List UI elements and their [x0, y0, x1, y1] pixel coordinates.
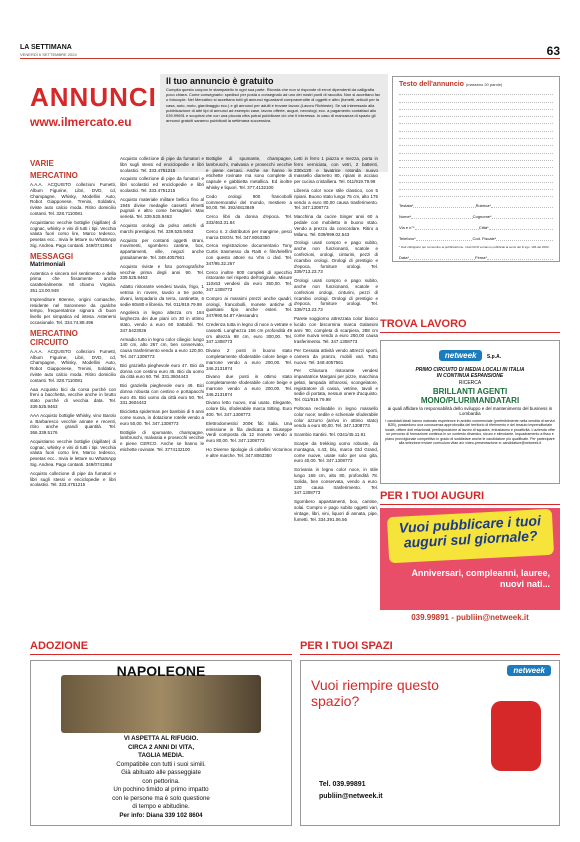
adoption-line: con pettorina.	[142, 777, 180, 785]
adozione-title: ADOZIONE	[30, 640, 292, 655]
spazi-ad	[300, 660, 560, 826]
classified-ad: Angoliera in legno altezza cm 184 larghezza dei due piani cm 30 in ottimo stato, vendo a euro 60 trattabili. Tel. 347.5423026	[120, 310, 204, 333]
spazi-mail[interactable]: publiin@netweek.it	[319, 793, 383, 800]
field-data[interactable]	[409, 255, 475, 260]
page-number: 63	[546, 44, 560, 58]
field-nome[interactable]	[411, 214, 472, 219]
field-rubrica[interactable]	[491, 203, 553, 208]
field-label: Nome*	[399, 214, 412, 220]
job-line1: PRIMO CIRCUITO DI MEDIA LOCALI IN ITALIA	[415, 367, 525, 373]
field-cognome[interactable]	[492, 214, 553, 219]
classified-ad: Elettrodomestici 200€ fdc italia. Una emissione in fila dedicata a Giuseppe Verdi composta da 12 monete vendo a euro 80,00. Tel. 347.1308773	[206, 420, 292, 444]
classified-ad: Armadio tutto in legno color ciliegio: lungo 140 cm, alto 267 cm, ben conservato, causa trasferimento vendo a euro 120,00. Tel. 347.1308773	[120, 336, 204, 359]
field-label: Rubrica*	[475, 203, 491, 209]
classified-ad: Cerco n. 2 distributori per mangime, pesci marca DSGN. Tel. 347.8063350	[206, 228, 292, 240]
classified-ad: Bici graziella pieghevole euro 47. Bici da donna con cestino euro 45. Bici da uomo da città euro 50. Tel. 331.3604443	[120, 362, 204, 380]
job-ad-box	[380, 340, 560, 484]
classified-ad: Bicicletta spiderman per bambini di 6 anni come nuova, in dotazione rotelle vendo a euro 50,00. Tel. 347.1308773	[120, 409, 204, 426]
job-line2: IN CONTINUA ESPANSIONE	[436, 373, 504, 379]
classified-ad: Orologi usati compro e pago subito, anche non funzionanti, scatole e confezioni, orologi, cinturini, pezzi di ricambio orologi. Orologi di prestigio e d'epoca, forniture orologi. Tel. 339/713.23.73	[294, 240, 378, 275]
job-line3: RICERCA	[458, 380, 482, 386]
field-via[interactable]	[415, 225, 479, 230]
classified-ad: Scrivania in legno color noce, in stile lungo 165 cm, alto 80, profondità 78. Solida, ben conservata, vendo a euro. 120 causa trasferimento. Tel. 347.1308773	[294, 467, 378, 496]
classifieds-column-2	[120, 156, 204, 456]
field-citta[interactable]	[489, 225, 553, 230]
classified-ad: Divano due posti in ottimo stato completamente sfoderabile colore beige e marrone vendo a euro 200,00. Tel. 346.2131874	[206, 374, 292, 397]
netweek-logo: netweek	[439, 350, 483, 361]
classified-ad: Bottiglie di spumante, champagne, lambruschi, malvasia e prosecchi vecchie e piene CERCO. Anche se hanno le etichette rovinate. Tel. 3774132100	[120, 429, 204, 453]
spazi-contact	[319, 779, 383, 803]
field-label: Via e n°*	[399, 225, 415, 231]
classified-ad: Imprenditore 60enne, origini comasche, residente nel Saronnese da qualche tempo, frequentatrice signora di buon livello per simpatica ed intesa. Astenersi occasionale. Tel. 334.74.88.496	[30, 296, 116, 325]
adoption-line: TAGLIA MEDIA.	[138, 752, 184, 759]
section-heading: MERCATINO CIRCUITO	[30, 328, 78, 347]
adoption-line: con le persone ma è solo questione	[112, 794, 210, 802]
section-heading: VARIE	[30, 159, 54, 168]
classified-ad: Parete soggiorno attrezzata color bianco lucido con biscornina marca Galassini anni '80, completa di scarpiera, 288 cm come nuova vendo a euro 250,00 causa trasferimento. Tel. 347.1308773	[294, 315, 378, 345]
classified-ad: A.A.A. ACQUISTO collezioni Fumetti, Album Figurine, Libri, DVD, cd, Champagne, Whisky, Modellini Auto, Robot Giapponese, Trenini, Soldatini, riviste auto calcio moda. Ritiro domicilio contanti. Tel. 328.7110081	[30, 182, 116, 216]
field-firma[interactable]	[487, 255, 553, 260]
classified-ad: Ho Diverse tipologie di coltellini Victorinox e altre marche. Tel. 347.8063350	[206, 447, 292, 458]
classified-ad: Orologi usati compro e pago subito, anche non funzionanti, scatole e confezioni orologi, cinturini, pezzi di ricambio orologi. Orologi di prestigio e d'epoca, forniture orologi. Tel. 339/713.23.73	[294, 278, 378, 313]
classified-ad: Cerca registrazione documentario Tony Curtis trasmesso da Rai5 e film/telefilm con questo attore su Vhs o dvd. Tel. 347/95.32.267	[206, 243, 292, 266]
classified-ad: Acquisto riviste e foto pornografiche vecchie prima degli anni 90. Tel. 339.525.9463	[120, 263, 204, 281]
spazi-tel[interactable]: Tel. 039.99891	[319, 781, 366, 788]
classified-ad: Acquisto collezione di pipe da fumatori e libri scolastici ed enciclopedie e libri scolastici. Tel. 333.4751215	[120, 176, 204, 193]
field-telefono[interactable]	[416, 236, 473, 241]
adoption-line: di tempo e abitudine.	[132, 803, 190, 810]
classified-ad: Libreria color noce stile classico, con 5 ripiani. Buono stato lungo 75 cm, alto 175 vendo a euro 80,00 causa trasferimento. Tel. 347.1308773	[294, 187, 378, 211]
classified-ad: Cerco libri da donna d'epoca. Tel. 333/463.31.84	[206, 214, 292, 225]
classifieds-column-4	[294, 156, 378, 525]
classified-ad: Acquisto materiale militare bellico fino al 1945 divise medaglie cassetti elmetti pugnali e altro come bersaglieri. Max serietà. Tel. 339.525.9463	[120, 196, 204, 220]
free-ad-text: Compila questo coupon in stampatello in ogni sua parte. Ricorda che non si risponde di errori dipendenti da calligrafia poco chiara. Come consegnarlo: spedisci per posta o consegnalo ad uno dei nostri punti di raccolta. Non si accettano fax o fotocopie. Nel Mercatino si accettano tutti gli annunci riguardanti compravendite di oggetti e altro (fumetti, articoli per la casa, auto, moto, giardinaggio ecc.) e gli annunci per adulti e trovare lavoro (Lavoro Richieste). Se vai interessato alla pubblicazione di altri tipi di annunci ad esempio case, lavoro offerte, auguri, necrologi, ecc. a pagamento contattaci allo 039.99691 e scoprirai che con una piccola cifra potrai pubblicare ciò che ti interessa. In caso di mancanza di spazio gli annunci gratuiti saranno pubblicati la settimana successiva.	[166, 87, 381, 124]
field-label: Telefono*	[399, 236, 416, 242]
classified-ad: Acquisto collezione di pipe da fumatori e libri sugli stessi ed enciclopedie e libri scolastici. Tel. 333.4751215	[120, 156, 204, 173]
puzzle-figure-icon	[491, 701, 541, 771]
classified-ad: Divano 2 posti in buono stato completamente sfoderabile colore beige e marrone vendo a euro 200,00. Tel. 346.2131874	[206, 348, 292, 371]
adoption-line: Compatibile con tutti i suoi simili.	[116, 760, 206, 768]
auguri-headline: Vuoi pubblicare i tuoi auguri sul giornale?	[398, 512, 542, 551]
field-label: Firma*	[475, 255, 487, 261]
classified-ad: Divano letto nuovo, mai usato. Elegante, colore blu, sfoderabile marca Sitting. Euro 400. Tel. 347.1308773	[206, 400, 292, 418]
publication-date: VENERDÌ 6 SETTEMBRE 2024	[20, 52, 77, 57]
classified-ad: Aaa Acquisto bici da corsa purché con freni a bacchetta, vecchie anche in brutto stato purché di vecchia data. Tel. 339.525.9463	[30, 386, 116, 409]
section-heading: MERCATINO	[30, 171, 78, 180]
classified-ad: Bici graziella pieghevole euro 49. Bici donna robusta con cestino e portapacchi euro 45. Bici uomo da città euro 50. Tel. 331.3604443	[120, 383, 204, 406]
classified-ad: AAA Acquisto bottiglie Whisky, vino Barolo a Barbaresco vecchie annate e recenti, ritiro anche grandi quantità. Tel. 366.339.5176	[30, 412, 116, 436]
coupon-title-text: Testo dell'annuncio	[399, 81, 464, 88]
field-label: Città*	[478, 225, 489, 231]
classified-ad: Acquistiamo vecchie bottiglie (sigillate) di cognac, whisky e vini di tutti i tipi. Vecchia valuta fuori corso lire, Marco tedesco, pesetas ecc.. Invia le letture su WhatsApp Sig. Andrea. Pago contanti. 349/0741864	[30, 438, 116, 468]
section-subheading: Matrimoniali	[30, 261, 66, 268]
classified-ad: Cerco inoltre 800 completi di specchio ristorante nel rispetto dell'originale. Misure 110x53 vendesi da euro 350,00. Tel. 347.1308773	[206, 269, 292, 292]
adoption-line: Un pochino timido al primo impatto	[113, 786, 209, 793]
adoption-line: CIRCA 2 ANNI DI VITA,	[127, 743, 195, 751]
auguri-subtitle: Anniversari, compleanni, lauree, nuovi nati...	[411, 568, 550, 589]
field-label: Cognome*	[472, 214, 492, 220]
free-ad-title: Il tuo annuncio è gratuito	[166, 76, 274, 86]
classified-ad: A.A.A. ACQUISTO collezioni Fumetti, Album Figurine, Libri, DVD, cd, Champagne, Whisky, Modellini Auto, Robot Giapponese, Trenini, Soldatini, riviste auto calcio moda. Ritiro domicilio contanti. Tel. 328.7110081	[30, 348, 116, 383]
auguri-ad	[380, 508, 560, 626]
coupon-fine-print: * Dati obbligatori per consentire la pubblicazione. I dati NON verranno pubblicati ai sensi del D.Lgs. 196 del 2003.	[399, 245, 550, 250]
classified-ad: Sgombero appartamenti, box, cantine, solai. Compro e pago subito oggetti vari, vintage, libri, vini, liquori di annata, pipe, fumetti. Tel. 334.391.06.56	[294, 499, 378, 522]
classified-ad: Credenza tutta in legno di noce a vetrate e cassetti. Lunghezza 156 cm profondità 49 cm altezza 98 cm, euro 300,00. Tel. 347.1308773	[206, 321, 292, 345]
trova-lavoro-title: TROVA LAVORO	[380, 318, 560, 333]
dog-photo	[61, 675, 261, 733]
annunci-title: ANNUNCI	[30, 82, 157, 112]
publication-title: LA SETTIMANA	[20, 44, 72, 51]
classifieds-column-1	[30, 156, 116, 491]
ad-coupon-form	[392, 76, 560, 262]
classified-ad: Compro ai massimi prezzi anche quadri, orologi, francobolli, monete antiche di qualsiasi tipo anche esteri. Tel. 347/990.54.87 Alessandro	[206, 295, 292, 319]
classified-ad: Acquistiamo vecchie bottiglie (sigillate) di cognac, whisky e vini di tutti i tipi. Vecchia valuta fuori corso lire, Marco tedesco, pesetas ecc.. Invia le letture su WhatsApp Sig. Andrea. Pago contanti. 349/0741864	[30, 219, 116, 248]
field-label: Data*	[399, 255, 410, 261]
classified-ad: Adatto ristorante vendesi tavola, frigo, 1 vetrina in rovere, tavolo a tre porte, divani, lampadario da terra, cantinette, 6 sedie 80x80 e libreria. Tel. 011/919.79.98	[120, 284, 204, 307]
field-label: Testata*	[399, 203, 414, 209]
netweek-logo: netweek	[507, 665, 551, 676]
spazi-title: PER I TUOI SPAZI	[300, 640, 560, 655]
field-label: Cod. Fiscale*	[472, 236, 497, 242]
classified-ad: Autentica e sincera nel sentimento e della prima che fissamente anche caratterialmente. Mi chiamo Virginia. 351.13.00.949	[30, 270, 116, 293]
classified-ad: Poltrona reclinabile in legno massello color noce; sedile e schienale sfoderabile color azzurro (arrivo in ottimo stato) vendo a euro 80,00. Tel. 347.1308773	[294, 406, 378, 429]
coupon-title	[399, 81, 553, 88]
dog-name: NAPOLEONE	[116, 663, 206, 679]
classified-ad: Macchina da cucire Singer anni 60 a pedale con mobiletto in buono stato. Vendo a prezzo da concordare. Ritiro a Milano. Tel. 039/999.02.543	[294, 214, 378, 237]
classified-ad: Bottiglie di spumante, champagne, lambruschi, malvasia e prosecchi vecchie e piene cercasi. Anche se hanno le etichette rovinate ma sono complete di capsule e gabbietta metallica. Ed inoltre whisky e liquori. Tel. 377.4132100	[206, 156, 292, 190]
adoption-text	[31, 735, 291, 820]
job-line5: ai quali affidare la responsabilità dello sviluppo e del mantenimento del business in Lombardia	[387, 406, 553, 416]
classified-ad: Acquisto collezione di pipe da fumatori e libri sugli stessi e enciclopedie e libri scolastici. Tel. 333.4751215	[30, 470, 116, 488]
classified-ad: Acquisto per contanti oggetti strani, movimenti, sgombero cantine, box, appartamenti, ville, negozi anche gratuitamente. Tel. 348.4057561	[120, 237, 204, 260]
coupon-text-lines[interactable]	[399, 88, 553, 197]
classifieds-column-3	[206, 156, 292, 462]
auguri-headline-box	[387, 509, 554, 564]
adoption-line: VI ASPETTA AL RIFUGIO.	[123, 735, 199, 742]
classified-ad: Letti in ferro 1 piazza e mezza, porta in ferro verniciata, con vetri, 2 battenti, 230x120 e lavatrice rotonda nuovo massello diametro 80, ripiani in acciaio per cucina cristalliera. Tel. 011/919.79.98	[294, 156, 378, 185]
classified-ad: Cedo orologi 900 francobolli commemorativi del mondo, mestiere a 50,00. Tel. 392/4813849	[206, 193, 292, 211]
adozione-ad	[30, 660, 292, 826]
header-rule	[20, 58, 560, 59]
spa-label: S.p.A.	[486, 354, 502, 360]
classified-ad: Per Chiusura ristorante vendesi impastatrice Margani per pizze, macchina gelati, lampada infrarossi, scongelatore, registratore di cassa, vetrine, tavoli e sedie di portata, nessun onere d'acquisto. Tel. 011/919.79.98	[294, 368, 378, 403]
field-testata[interactable]	[413, 203, 475, 208]
classified-ad: Per Cessata attività vendo attrezzi sporti, camera da pranzo, mobili vari. Tutto nuovo. Tel. 348.4057561	[294, 347, 378, 365]
field-codfiscale[interactable]	[496, 236, 553, 241]
classified-ad: Acquisto orologi da polso antichi di marchi prestigiosi. Tel. 339.525.9463	[120, 222, 204, 234]
job-body: I candidati ideali hanno maturato esperienze in ambito commerciale (preferibilmente nella vendita di servizi B2B), possiedono una conoscenza approfondita del territorio di riferimento e del tessuto imprenditoriale locale, ottime doti relazionali, predisposizione al lavoro di squadra, entusiasmo e proattività. L'azienda offre un percorso di formazione continua in un contesto dinamico, sicuro e stimolante. Inquadramento a fisso e piano provvigionale competitivo in grado di soddisfare anche le candidature più qualificate. Per partecipare alla selezione inviare curriculum vitae a/o video-presentazione a: candidature@netweek.it	[385, 419, 555, 446]
job-line4: BRILLANTI AGENTI MONO/PLURIMANDATARI	[420, 387, 520, 405]
spazi-headline: Vuoi riempire questo spazio?	[311, 677, 439, 709]
auguri-title: PER I TUOI AUGURI	[380, 490, 560, 505]
section-heading: MESSAGGI	[30, 251, 74, 261]
classified-ad: Scarpe da trekking uomo robuste, da montagna, n.43, blu, marca Gtd Grand, come nuove, usate solo per una gita, euro 40,00. Tel. 347.1308773	[294, 441, 378, 464]
annunci-url[interactable]: www.ilmercato.eu	[30, 115, 132, 129]
coupon-note: (massimo 20 parole)	[465, 82, 503, 87]
auguri-contact[interactable]: 039.99891 - publiin@netweek.it	[380, 610, 560, 626]
adoption-line: Già abituato alle passeggiate	[121, 769, 201, 776]
adoption-contact: Per info: Diana 339 102 8604	[119, 811, 203, 819]
annunci-block	[30, 82, 156, 156]
classified-ad: Scambio Santini. Tel. 0341/45.11.91	[294, 432, 366, 438]
